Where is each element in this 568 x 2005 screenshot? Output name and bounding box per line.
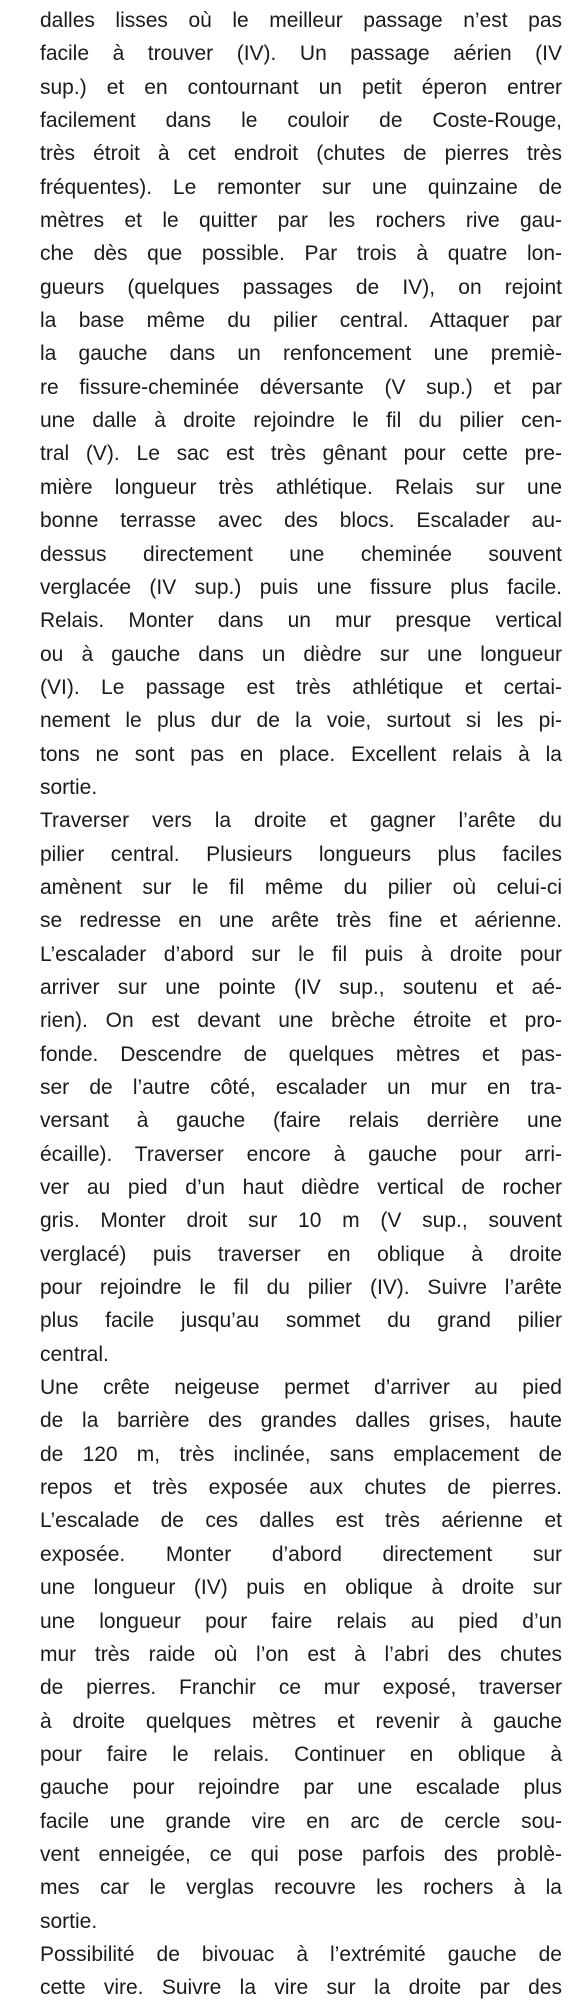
text-line: ver au pied d’un haut dièdre vertical de rocher xyxy=(40,1176,562,1200)
text-line: L’escalader d’abord sur le fil puis à droite pour xyxy=(40,942,562,966)
text-line: rien). On est devant une brèche étroite et pro- xyxy=(40,1009,562,1033)
text-line: gueurs (quelques passages de IV), on rejoint xyxy=(40,275,562,299)
document-page xyxy=(40,4,562,2005)
text-line: verglacée (IV sup.) puis une fissure plus facile. xyxy=(40,575,562,599)
text-line: de 120 m, très inclinée, sans emplacement de xyxy=(40,1442,562,1466)
text-line: sortie. xyxy=(40,775,98,799)
text-line: amènent sur le fil même du pilier où celui-ci xyxy=(40,875,562,899)
text-line: verglacé) puis traverser en oblique à droite xyxy=(40,1242,562,1266)
text-line: fonde. Descendre de quelques mètres et pas- xyxy=(40,1042,562,1066)
text-line: une dalle à droite rejoindre le fil du pilier cen- xyxy=(40,409,562,433)
text-line: vent enneigée, ce qui pose parfois des problè- xyxy=(40,1842,562,1866)
text-line: plus facile jusqu’au sommet du grand pilier xyxy=(40,1309,562,1333)
text-line: de pierres. Franchir ce mur exposé, traverser xyxy=(40,1676,562,1700)
text-line: repos et très exposée aux chutes de pierres. xyxy=(40,1476,562,1500)
text-line: tral (V). Le sac est très gênant pour cette pre- xyxy=(40,442,562,466)
text-line: ser de l’autre côté, escalader un mur en tra- xyxy=(40,1076,562,1099)
text-line: ou à gauche dans un dièdre sur une longueur xyxy=(40,642,562,666)
text-line: gris. Monter droit sur 10 m (V sup., souvent xyxy=(40,1209,562,1233)
text-line: fréquentes). Le remonter sur une quinzaine de xyxy=(40,175,562,199)
text-line: sup.) et en contournant un petit éperon entrer xyxy=(40,75,562,99)
text-line: la gauche dans un renfoncement une premiè- xyxy=(40,342,562,366)
text-line: che dès que possible. Par trois à quatre lon- xyxy=(40,242,562,266)
text-line: dessus directement une cheminée souvent xyxy=(40,542,562,566)
text-line: mes car le verglas recouvre les rochers à la xyxy=(40,1876,562,1900)
text-line: (VI). Le passage est très athlétique et certai- xyxy=(40,675,562,699)
text-line: Possibilité de bivouac à l’extrémité gauche de xyxy=(40,1942,562,1966)
text-line: versant à gauche (faire relais derrière une xyxy=(40,1109,562,1133)
text-line: Une crête neigeuse permet d’arriver au pied xyxy=(40,1376,562,1400)
text-line: dalles lisses où le meilleur passage n’est pas xyxy=(40,9,562,32)
text-line: à droite quelques mètres et revenir à gauche xyxy=(40,1709,562,1733)
text-line: une longueur (IV) puis en oblique à droite sur xyxy=(40,1576,562,1600)
text-line: tons ne sont pas en place. Excellent relais à la xyxy=(40,742,562,766)
text-line: exposée. Monter d’abord directement sur xyxy=(40,1542,562,1566)
paragraph-4 xyxy=(40,1938,562,2005)
text-line: écaille). Traverser encore à gauche pour arri- xyxy=(40,1142,562,1166)
paragraph-1 xyxy=(40,4,562,804)
paragraph-2 xyxy=(40,804,562,1371)
text-line: bonne terrasse avec des blocs. Escalader au- xyxy=(40,509,562,533)
text-line: facile une grande vire en arc de cercle sou- xyxy=(40,1809,562,1833)
text-line: arriver sur une pointe (IV sup., soutenu et aé- xyxy=(40,975,562,999)
text-line: se redresse en une arête très fine et aérienne. xyxy=(40,909,562,933)
text-line: re fissure-cheminée déversante (V sup.) et par xyxy=(40,375,562,399)
text-line: mière longueur très athlétique. Relais sur une xyxy=(40,475,562,499)
text-line: L’escalade de ces dalles est très aérienne et xyxy=(40,1509,562,1533)
text-line: pour faire le relais. Continuer en oblique à xyxy=(40,1742,562,1766)
text-line: très étroit à cet endroit (chutes de pierres très xyxy=(40,142,562,166)
text-line: une longueur pour faire relais au pied d’un xyxy=(40,1609,562,1633)
text-line: mur très raide où l’on est à l’abri des chutes xyxy=(40,1642,562,1666)
text-line: central. xyxy=(40,1342,109,1366)
text-line: de la barrière des grandes dalles grises, haute xyxy=(40,1409,562,1433)
text-line: Relais. Monter dans un mur presque vertical xyxy=(40,609,562,633)
text-line: Traverser vers la droite et gagner l’arête du xyxy=(40,809,562,833)
text-line: facile à trouver (IV). Un passage aérien (IV xyxy=(40,42,562,66)
text-line: pilier central. Plusieurs longueurs plus faciles xyxy=(40,842,562,866)
text-line: sortie. xyxy=(40,1909,98,1933)
text-line: facilement dans le couloir de Coste-Rouge, xyxy=(40,109,562,133)
text-line: mètres et le quitter par les rochers rive gau- xyxy=(40,209,562,233)
text-line: la base même du pilier central. Attaquer par xyxy=(40,309,562,333)
text-line: gauche pour rejoindre par une escalade plus xyxy=(40,1776,562,1800)
text-line: pour rejoindre le fil du pilier (IV). Suivre l’arête xyxy=(40,1276,562,1300)
text-line: cette vire. Suivre la vire sur la droite par des xyxy=(40,1976,562,2000)
text-line: nement le plus dur de la voie, surtout si les pi- xyxy=(40,709,562,733)
paragraph-3 xyxy=(40,1371,562,1938)
